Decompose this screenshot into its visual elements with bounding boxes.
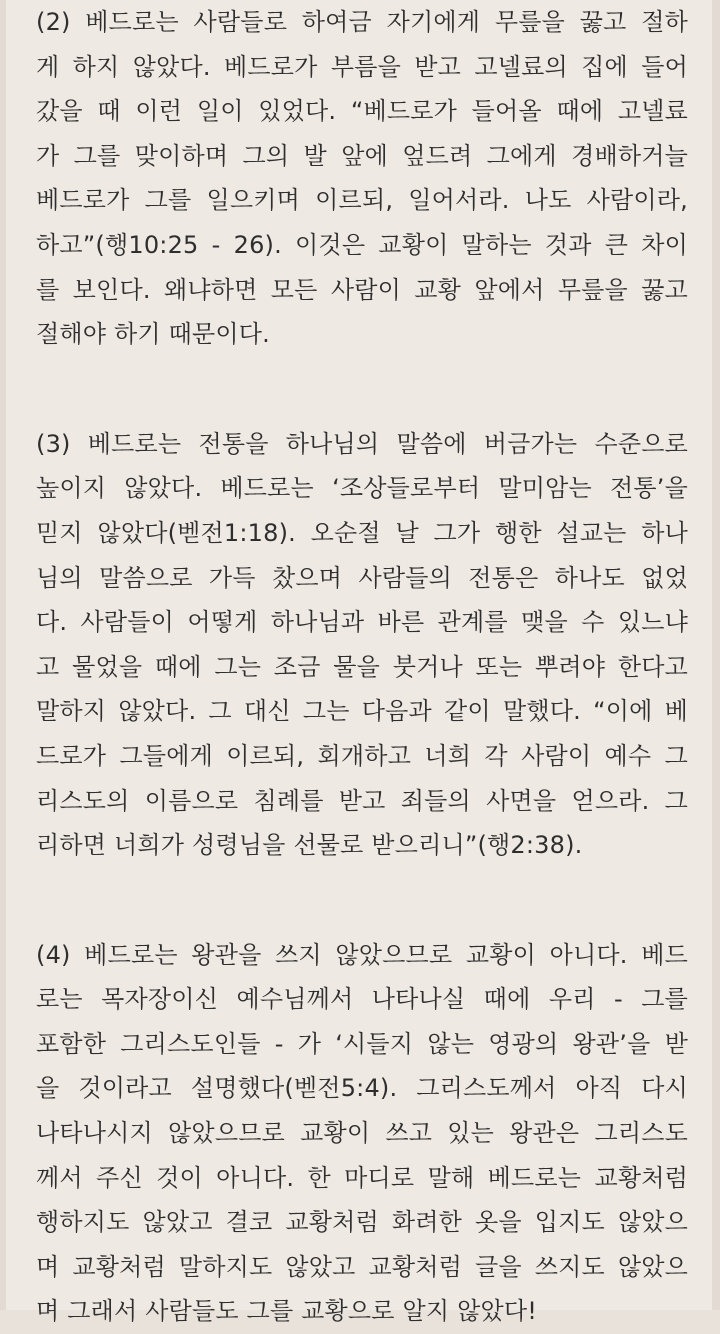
text-line: 게 하지 않았다. 베드로가 부름을 받고 고넬료의 집에 들어 [36,52,688,81]
text-line: 를 보인다. 왜냐하면 모든 사람이 교황 앞에서 무릎을 꿇고 [36,275,688,304]
paragraph-4 [36,933,688,1334]
text-line: 다. 사람들이 어떻게 하나님과 바른 관계를 맺을 수 있느냐 [36,608,688,637]
text-line: 행하지도 않았고 결코 교황처럼 화려한 옷을 입지도 않았으 [36,1208,688,1237]
text-line: 높이지 않았다. 베드로는 ‘조상들로부터 말미암는 전통’을 [36,474,688,503]
text-line: 리하면 너희가 성령님을 선물로 받으리니”(행2:38). [36,831,583,860]
text-line: 고 물었을 때에 그는 조금 물을 붓거나 또는 뿌려야 한다고 [36,652,688,681]
text-line: 베드로가 그를 일으키며 이르되, 일어서라. 나도 사람이라, [36,186,688,215]
text-line: 드로가 그들에게 이르되, 회개하고 너희 각 사람이 예수 그 [36,741,688,770]
text-line: (2) 베드로는 사람들로 하여금 자기에게 무릎을 꿇고 절하 [36,8,688,36]
text-line: 을 것이라고 설명했다(벧전5:4). 그리스도께서 아직 다시 [36,1074,688,1103]
paragraph-3 [36,422,688,868]
text-line: 믿지 않았다(벧전1:18). 오순절 날 그가 행한 설교는 하나 [36,518,688,547]
text-line: 갔을 때 이런 일이 있었다. “베드로가 들어올 때에 고넬료 [36,97,688,126]
left-margin-strip [0,0,6,1310]
text-line: (3) 베드로는 전통을 하나님의 말씀에 버금가는 수준으로 [36,429,688,458]
paragraph-2 [36,0,688,357]
text-line: 리스도의 이름으로 침례를 받고 죄들의 사면을 얻으라. 그 [36,786,688,815]
text-line: 포함한 그리스도인들 - 가 ‘시들지 않는 영광의 왕관’을 받 [36,1029,688,1058]
text-line: 말하지 않았다. 그 대신 그는 다음과 같이 말했다. “이에 베 [36,697,688,726]
right-margin-strip [712,0,720,1310]
text-line: 님의 말씀으로 가득 찼으며 사람들의 전통은 하나도 없었 [36,563,688,592]
paragraph-spacer [36,357,688,422]
text-line: 며 그래서 사람들도 그를 교황으로 알지 않았다! [36,1297,538,1326]
text-line: 가 그를 맞이하며 그의 발 앞에 엎드려 그에게 경배하거늘 [36,141,688,170]
document-body [36,0,688,1334]
text-line: 나타나시지 않았으므로 교황이 쓰고 있는 왕관은 그리스도 [36,1119,688,1148]
paragraph-spacer [36,868,688,933]
text-line: 절해야 하기 때문이다. [36,320,270,349]
text-line: 하고”(행10:25 - 26). 이것은 교황이 말하는 것과 큰 차이 [36,230,688,259]
text-line: 께서 주신 것이 아니다. 한 마디로 말해 베드로는 교황처럼 [36,1163,688,1192]
text-line: 로는 목자장이신 예수님께서 나타나실 때에 우리 - 그를 [36,985,688,1014]
text-line: 며 교황처럼 말하지도 않았고 교황처럼 글을 쓰지도 않았으 [36,1252,688,1281]
text-line: (4) 베드로는 왕관을 쓰지 않았으므로 교황이 아니다. 베드 [36,940,688,969]
